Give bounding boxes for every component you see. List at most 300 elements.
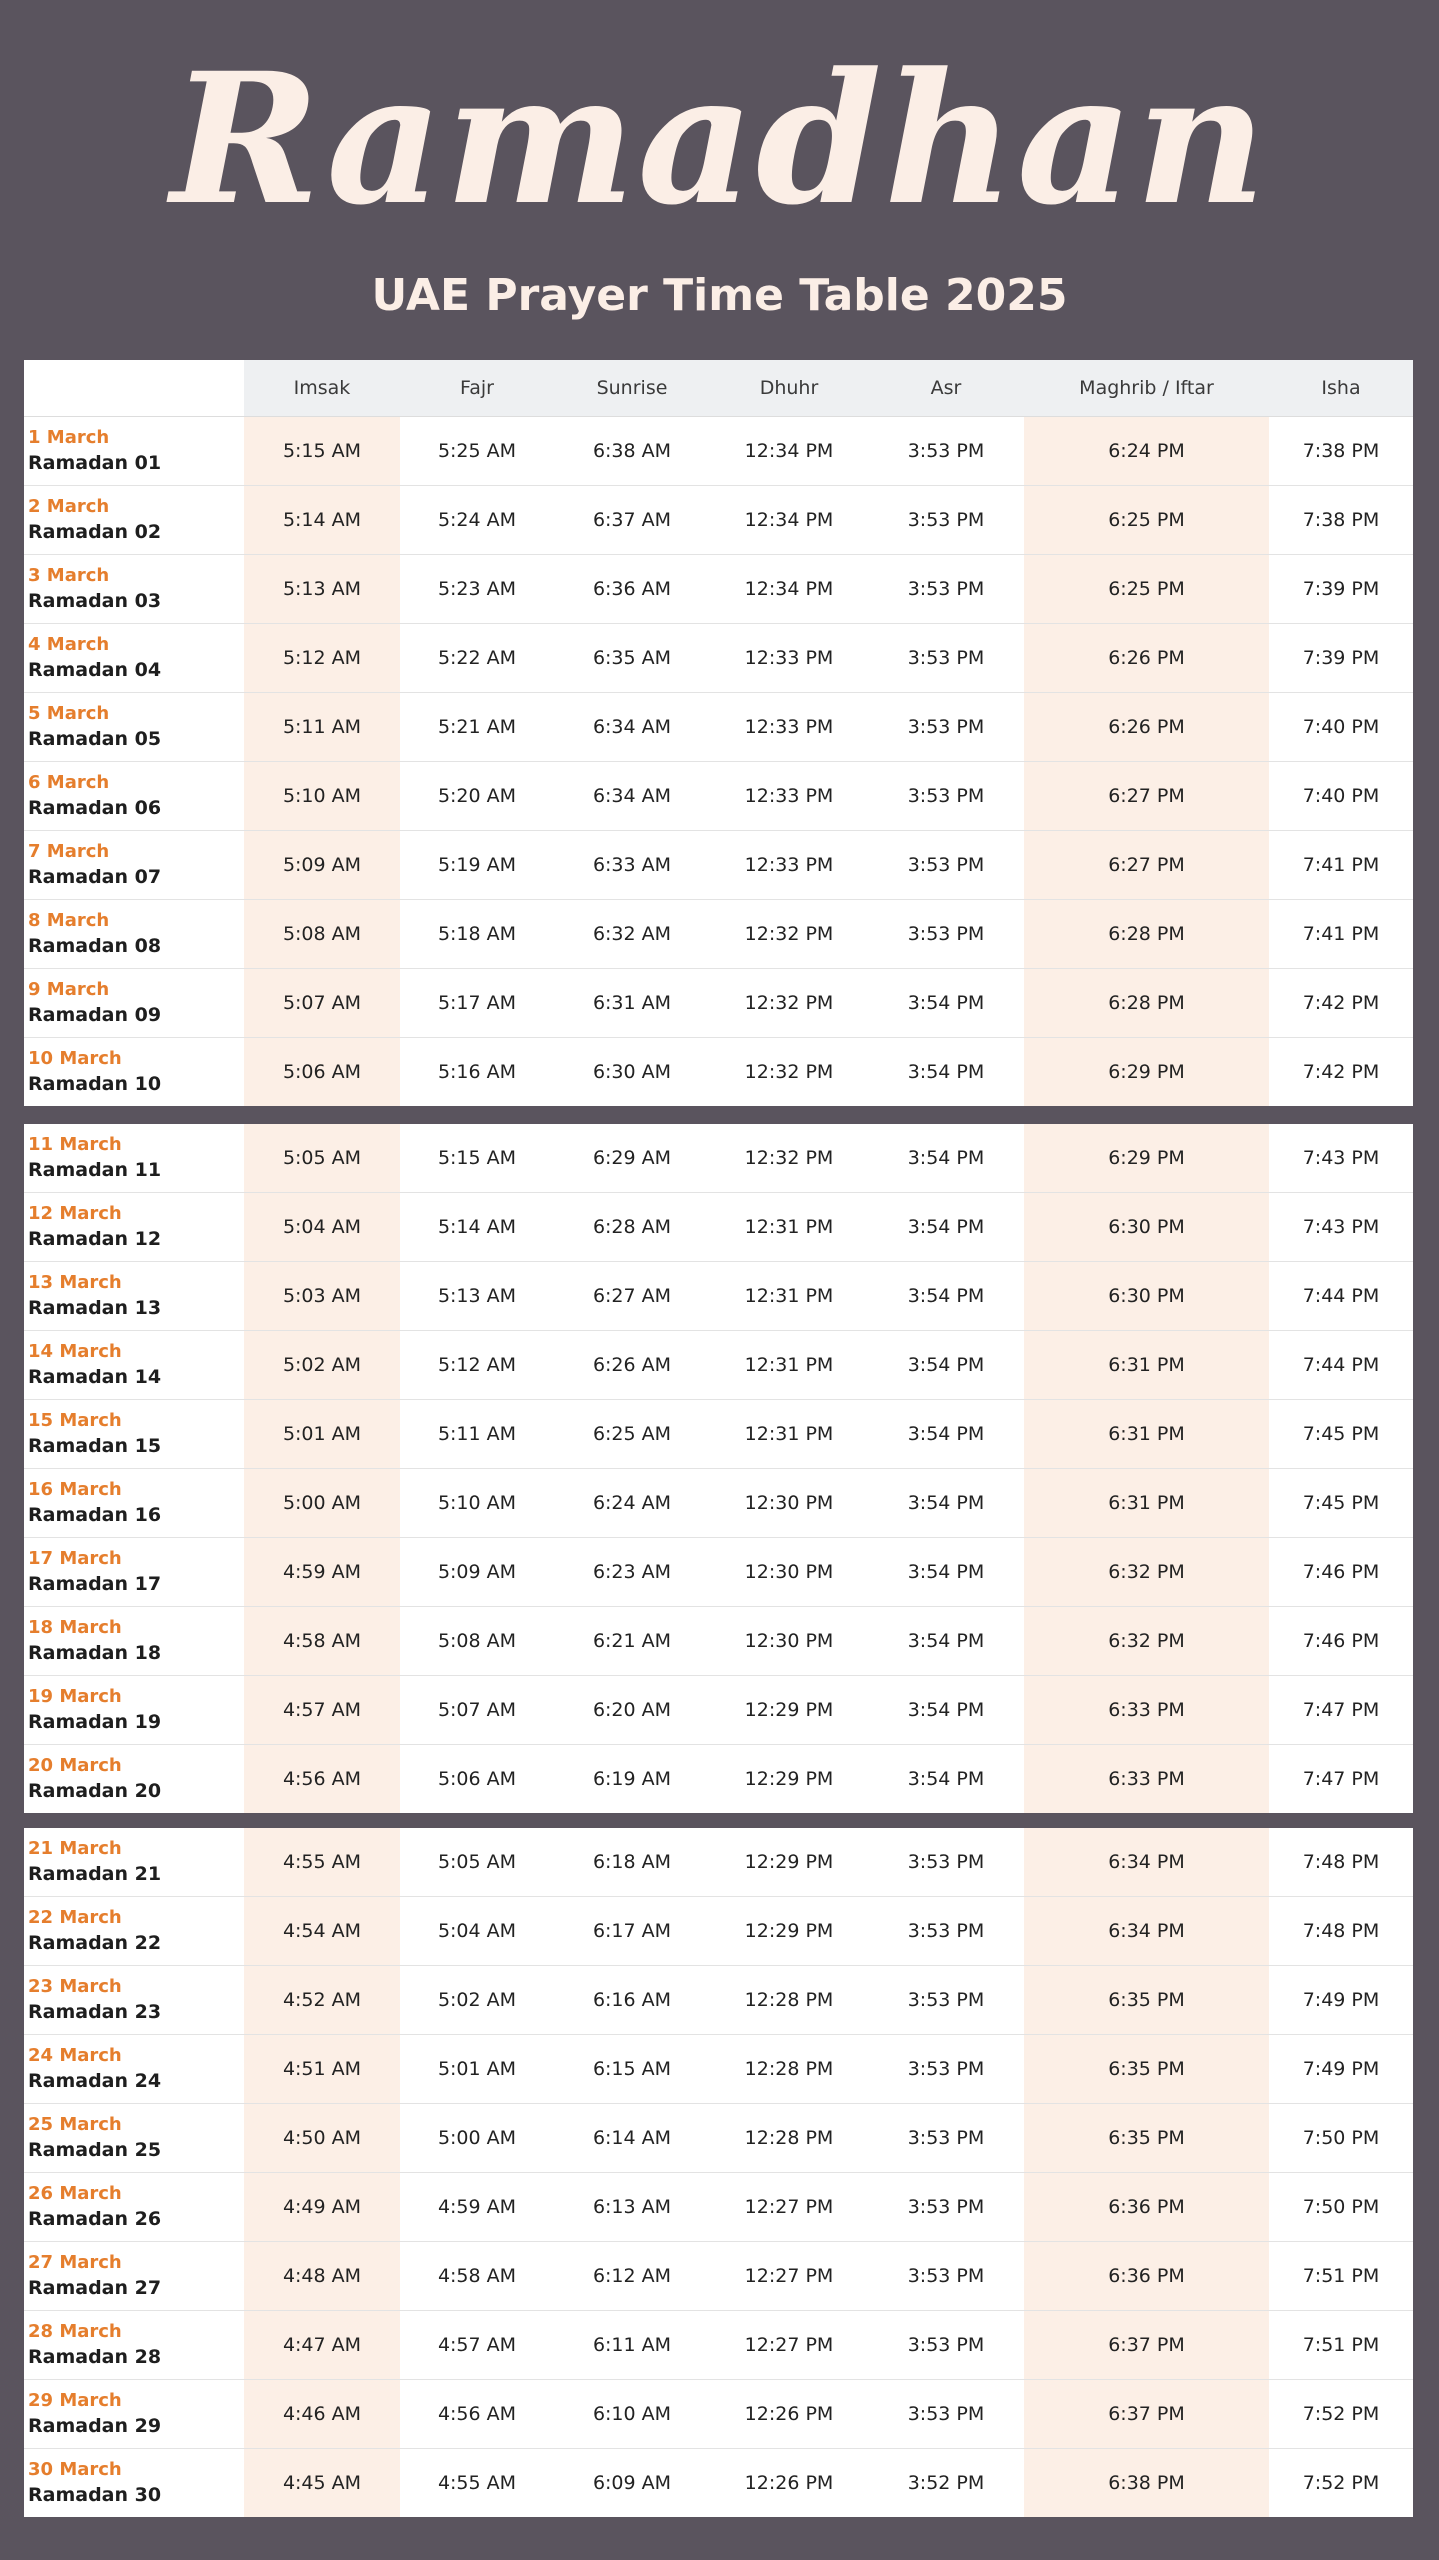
hijri-date: Ramadan 21 [28,1863,162,1885]
dhuhr-time: 12:27 PM [710,2242,868,2311]
column-header: Isha [1269,360,1413,417]
date-cell [24,1745,244,1814]
isha-time: 7:52 PM [1269,2380,1413,2449]
isha-time: 7:48 PM [1269,1828,1413,1897]
fajr-time: 5:24 AM [400,486,554,555]
dhuhr-time: 12:29 PM [710,1897,868,1966]
asr-time: 3:54 PM [868,1538,1024,1607]
asr-time: 3:54 PM [868,1193,1024,1262]
isha-time: 7:51 PM [1269,2242,1413,2311]
sunrise-time: 6:10 AM [554,2380,710,2449]
imsak-time: 4:57 AM [244,1676,400,1745]
asr-time: 3:53 PM [868,486,1024,555]
table-row [24,2380,1413,2449]
maghrib-time: 6:33 PM [1024,1745,1269,1814]
gregorian-date: 4 March [28,634,110,655]
column-header: Asr [868,360,1024,417]
sunrise-time: 6:24 AM [554,1469,710,1538]
date-cell [24,1966,244,2035]
sunrise-time: 6:38 AM [554,417,710,486]
imsak-time: 5:15 AM [244,417,400,486]
imsak-time: 4:45 AM [244,2449,400,2518]
maghrib-time: 6:28 PM [1024,969,1269,1038]
column-header: Sunrise [554,360,710,417]
fajr-time: 5:14 AM [400,1193,554,1262]
gregorian-date: 27 March [28,2252,122,2273]
dhuhr-time: 12:28 PM [710,2035,868,2104]
maghrib-time: 6:36 PM [1024,2242,1269,2311]
hijri-date: Ramadan 08 [28,935,162,957]
asr-time: 3:53 PM [868,693,1024,762]
hijri-date: Ramadan 26 [28,2208,162,2230]
maghrib-time: 6:36 PM [1024,2173,1269,2242]
fajr-time: 5:15 AM [400,1124,554,1193]
isha-time: 7:40 PM [1269,762,1413,831]
imsak-time: 5:01 AM [244,1400,400,1469]
maghrib-time: 6:26 PM [1024,693,1269,762]
fajr-time: 5:20 AM [400,762,554,831]
isha-time: 7:51 PM [1269,2311,1413,2380]
hijri-date: Ramadan 22 [28,1932,162,1954]
maghrib-time: 6:28 PM [1024,900,1269,969]
table-row [24,1124,1413,1193]
fajr-time: 5:19 AM [400,831,554,900]
isha-time: 7:41 PM [1269,900,1413,969]
isha-time: 7:46 PM [1269,1607,1413,1676]
date-cell [24,417,244,486]
gregorian-date: 21 March [28,1838,122,1859]
fajr-time: 4:59 AM [400,2173,554,2242]
fajr-time: 4:56 AM [400,2380,554,2449]
gregorian-date: 22 March [28,1907,122,1928]
prayer-time-table [24,360,1413,1106]
sunrise-time: 6:20 AM [554,1676,710,1745]
table-row [24,1400,1413,1469]
dhuhr-time: 12:32 PM [710,900,868,969]
imsak-time: 4:46 AM [244,2380,400,2449]
date-cell [24,2104,244,2173]
date-cell [24,1676,244,1745]
maghrib-time: 6:37 PM [1024,2311,1269,2380]
fajr-time: 4:57 AM [400,2311,554,2380]
table-row [24,693,1413,762]
date-cell [24,624,244,693]
isha-time: 7:43 PM [1269,1193,1413,1262]
maghrib-time: 6:31 PM [1024,1400,1269,1469]
dhuhr-time: 12:29 PM [710,1828,868,1897]
asr-time: 3:54 PM [868,1676,1024,1745]
table-row [24,2311,1413,2380]
maghrib-time: 6:35 PM [1024,1966,1269,2035]
sunrise-time: 6:13 AM [554,2173,710,2242]
maghrib-time: 6:25 PM [1024,486,1269,555]
asr-time: 3:53 PM [868,2311,1024,2380]
sunrise-time: 6:29 AM [554,1124,710,1193]
fajr-time: 4:58 AM [400,2242,554,2311]
table-row [24,1262,1413,1331]
hijri-date: Ramadan 11 [28,1159,162,1181]
gregorian-date: 26 March [28,2183,122,2204]
hijri-date: Ramadan 13 [28,1297,162,1319]
gregorian-date: 24 March [28,2045,122,2066]
date-cell [24,2311,244,2380]
date-cell [24,1400,244,1469]
date-cell [24,2035,244,2104]
hijri-date: Ramadan 18 [28,1642,162,1664]
sunrise-time: 6:14 AM [554,2104,710,2173]
maghrib-time: 6:29 PM [1024,1038,1269,1107]
table-row [24,831,1413,900]
sunrise-time: 6:23 AM [554,1538,710,1607]
maghrib-time: 6:35 PM [1024,2104,1269,2173]
fajr-time: 5:04 AM [400,1897,554,1966]
hijri-date: Ramadan 23 [28,2001,162,2023]
dhuhr-time: 12:31 PM [710,1400,868,1469]
sunrise-time: 6:28 AM [554,1193,710,1262]
isha-time: 7:39 PM [1269,555,1413,624]
column-header [24,360,244,417]
table-row [24,624,1413,693]
sunrise-time: 6:19 AM [592,1768,672,1790]
sunrise-time: 6:32 AM [554,900,710,969]
date-cell [24,2242,244,2311]
fajr-time: 5:06 AM [437,1768,517,1790]
gregorian-date: 28 March [28,2321,122,2342]
imsak-time: 5:14 AM [244,486,400,555]
hijri-date: Ramadan 01 [28,452,162,474]
sunrise-time: 6:27 AM [554,1262,710,1331]
imsak-time: 5:09 AM [244,831,400,900]
sunrise-time: 6:18 AM [554,1828,710,1897]
gregorian-date: 18 March [28,1617,122,1638]
maghrib-time: 6:26 PM [1024,624,1269,693]
table-header-row [24,360,1413,417]
isha-time: 7:50 PM [1269,2173,1413,2242]
asr-time: 3:54 PM [868,1469,1024,1538]
column-header: Fajr [400,360,554,417]
dhuhr-time: 12:31 PM [710,1262,868,1331]
date-cell [24,1828,244,1897]
date-cell [24,1038,244,1107]
isha-time: 7:43 PM [1269,1124,1413,1193]
gregorian-date: 19 March [28,1686,122,1707]
gregorian-date: 23 March [28,1976,122,1997]
imsak-time: 4:52 AM [244,1966,400,2035]
imsak-time: 4:58 AM [244,1607,400,1676]
gregorian-date: 6 March [28,772,110,793]
dhuhr-time: 12:34 PM [710,555,868,624]
table-row [24,1745,1413,1814]
gregorian-date: 25 March [28,2114,122,2135]
asr-time: 3:53 PM [868,900,1024,969]
hijri-date: Ramadan 03 [28,590,162,612]
sunrise-time: 6:34 AM [554,693,710,762]
hijri-date: Ramadan 05 [28,728,162,750]
maghrib-time: 6:38 PM [1024,2449,1269,2518]
asr-time: 3:53 PM [868,2173,1024,2242]
isha-time: 7:42 PM [1269,969,1413,1038]
asr-time: 3:54 PM [868,1262,1024,1331]
imsak-time: 5:02 AM [244,1331,400,1400]
date-cell [24,693,244,762]
dhuhr-time: 12:32 PM [710,1124,868,1193]
page-title: Ramadhan [170,34,1269,245]
gregorian-date: 11 March [28,1134,122,1155]
gregorian-date: 1 March [28,427,110,448]
imsak-time: 4:47 AM [244,2311,400,2380]
prayer-table-block-1 [24,360,1413,1106]
fajr-time: 5:02 AM [400,1966,554,2035]
isha-time: 7:52 PM [1302,2472,1380,2494]
dhuhr-time: 12:32 PM [710,969,868,1038]
imsak-time: 5:00 AM [244,1469,400,1538]
dhuhr-time: 12:33 PM [710,831,868,900]
sunrise-time: 6:11 AM [554,2311,710,2380]
table-row [24,1331,1413,1400]
date-cell [24,1262,244,1331]
gregorian-date: 8 March [28,910,110,931]
isha-time: 7:38 PM [1269,417,1413,486]
gregorian-date: 5 March [28,703,110,724]
gregorian-date: 29 March [28,2390,122,2411]
imsak-time: 4:49 AM [244,2173,400,2242]
maghrib-time: 6:37 PM [1024,2380,1269,2449]
table-row [24,1897,1413,1966]
fajr-time: 4:55 AM [437,2472,517,2494]
isha-time: 7:42 PM [1302,1061,1380,1083]
imsak-time: 4:55 AM [244,1828,400,1897]
imsak-time: 5:05 AM [244,1124,400,1193]
asr-time: 3:54 PM [907,1061,985,1083]
asr-time: 3:54 PM [868,1607,1024,1676]
date-cell [24,2380,244,2449]
hijri-date: Ramadan 07 [28,866,162,888]
asr-time: 3:53 PM [868,624,1024,693]
date-cell [24,900,244,969]
date-cell [24,1897,244,1966]
prayer-time-table [24,1124,1413,1813]
imsak-time: 5:10 AM [244,762,400,831]
dhuhr-time: 12:27 PM [710,2311,868,2380]
fajr-time: 5:13 AM [400,1262,554,1331]
isha-time: 7:47 PM [1302,1768,1380,1790]
dhuhr-time: 12:33 PM [710,693,868,762]
asr-time: 3:54 PM [868,1124,1024,1193]
fajr-time: 5:25 AM [400,417,554,486]
date-cell [24,1193,244,1262]
date-cell [24,2449,244,2518]
sunrise-time: 6:31 AM [554,969,710,1038]
sunrise-time: 6:33 AM [554,831,710,900]
sunrise-time: 6:26 AM [554,1331,710,1400]
dhuhr-time: 12:32 PM [744,1061,834,1083]
maghrib-time: 6:27 PM [1024,831,1269,900]
fajr-time: 5:07 AM [400,1676,554,1745]
imsak-time: 5:08 AM [244,900,400,969]
asr-time: 3:53 PM [868,762,1024,831]
table-row [24,555,1413,624]
asr-time: 3:53 PM [868,555,1024,624]
fajr-time: 5:18 AM [400,900,554,969]
maghrib-time: 6:34 PM [1024,1897,1269,1966]
gregorian-date: 15 March [28,1410,122,1431]
hijri-date: Ramadan 25 [28,2139,162,2161]
isha-time: 7:39 PM [1269,624,1413,693]
column-header: Imsak [244,360,400,417]
asr-time: 3:53 PM [868,2035,1024,2104]
asr-time: 3:53 PM [868,2104,1024,2173]
table-row [24,969,1413,1038]
fajr-time: 5:09 AM [400,1538,554,1607]
imsak-time: 5:03 AM [244,1262,400,1331]
dhuhr-time: 12:28 PM [710,1966,868,2035]
prayer-table-block-2 [24,1124,1413,1813]
table-row [24,2035,1413,2104]
isha-time: 7:44 PM [1269,1331,1413,1400]
date-cell [24,831,244,900]
maghrib-time: 6:25 PM [1024,555,1269,624]
isha-time: 7:50 PM [1269,2104,1413,2173]
date-cell [24,1469,244,1538]
dhuhr-time: 12:33 PM [710,624,868,693]
sunrise-time: 6:21 AM [554,1607,710,1676]
asr-time: 3:54 PM [907,1768,985,1790]
isha-time: 7:47 PM [1269,1676,1413,1745]
asr-time: 3:54 PM [868,1400,1024,1469]
hijri-date: Ramadan 28 [28,2346,162,2368]
sunrise-time: 6:34 AM [554,762,710,831]
isha-time: 7:38 PM [1269,486,1413,555]
isha-time: 7:49 PM [1269,2035,1413,2104]
maghrib-time: 6:30 PM [1024,1262,1269,1331]
dhuhr-time: 12:27 PM [710,2173,868,2242]
isha-time: 7:41 PM [1269,831,1413,900]
isha-time: 7:49 PM [1269,1966,1413,2035]
imsak-time: 4:51 AM [244,2035,400,2104]
fajr-time: 5:00 AM [400,2104,554,2173]
table-row [24,1038,1413,1107]
isha-time: 7:48 PM [1269,1897,1413,1966]
gregorian-date: 3 March [28,565,110,586]
asr-time: 3:54 PM [868,1331,1024,1400]
hijri-date: Ramadan 16 [28,1504,162,1526]
gregorian-date: 7 March [28,841,110,862]
dhuhr-time: 12:26 PM [710,2380,868,2449]
isha-time: 7:46 PM [1269,1538,1413,1607]
table-row [24,762,1413,831]
sunrise-time: 6:17 AM [554,1897,710,1966]
table-row [24,1469,1413,1538]
isha-time: 7:40 PM [1269,693,1413,762]
fajr-time: 5:05 AM [400,1828,554,1897]
imsak-time: 4:54 AM [244,1897,400,1966]
sunrise-time: 6:30 AM [592,1061,672,1083]
date-cell [24,762,244,831]
imsak-time: 4:50 AM [244,2104,400,2173]
gregorian-date: 13 March [28,1272,122,1293]
prayer-time-table [24,1828,1413,2517]
asr-time: 3:52 PM [907,2472,985,2494]
dhuhr-time: 12:28 PM [710,2104,868,2173]
fajr-time: 5:08 AM [400,1607,554,1676]
dhuhr-time: 12:31 PM [710,1331,868,1400]
sunrise-time: 6:36 AM [554,555,710,624]
fajr-time: 5:01 AM [400,2035,554,2104]
maghrib-time: 6:31 PM [1024,1331,1269,1400]
gregorian-date: 20 March [28,1755,122,1776]
table-row [24,2173,1413,2242]
gregorian-date: 17 March [28,1548,122,1569]
hijri-date: Ramadan 20 [28,1780,162,1802]
table-row [24,1828,1413,1897]
table-row [24,1676,1413,1745]
hijri-date: Ramadan 24 [28,2070,162,2092]
maghrib-time: 6:31 PM [1024,1469,1269,1538]
table-row [24,1607,1413,1676]
asr-time: 3:53 PM [868,2242,1024,2311]
imsak-time: 4:59 AM [244,1538,400,1607]
column-header: Maghrib / Iftar [1024,360,1269,417]
isha-time: 7:45 PM [1269,1400,1413,1469]
maghrib-time: 6:32 PM [1024,1607,1269,1676]
hijri-date: Ramadan 04 [28,659,162,681]
asr-time: 3:54 PM [868,969,1024,1038]
date-cell [24,969,244,1038]
dhuhr-time: 12:30 PM [710,1538,868,1607]
maghrib-time: 6:24 PM [1024,417,1269,486]
asr-time: 3:53 PM [868,831,1024,900]
maghrib-time: 6:33 PM [1024,1676,1269,1745]
asr-time: 3:53 PM [868,1897,1024,1966]
hijri-date: Ramadan 17 [28,1573,162,1595]
dhuhr-time: 12:30 PM [710,1607,868,1676]
fajr-time: 5:21 AM [400,693,554,762]
dhuhr-time: 12:34 PM [710,417,868,486]
sunrise-time: 6:12 AM [554,2242,710,2311]
gregorian-date: 9 March [28,979,110,1000]
hijri-date: Ramadan 06 [28,797,162,819]
hijri-date: Ramadan 12 [28,1228,162,1250]
imsak-time: 5:11 AM [244,693,400,762]
page-subtitle: UAE Prayer Time Table 2025 [371,270,1068,321]
sunrise-time: 6:35 AM [554,624,710,693]
dhuhr-time: 12:26 PM [744,2472,834,2494]
table-row [24,1966,1413,2035]
dhuhr-time: 12:33 PM [710,762,868,831]
asr-time: 3:53 PM [868,417,1024,486]
hijri-date: Ramadan 02 [28,521,162,543]
gregorian-date: 16 March [28,1479,122,1500]
sunrise-time: 6:25 AM [554,1400,710,1469]
date-cell [24,1538,244,1607]
isha-time: 7:44 PM [1269,1262,1413,1331]
column-header: Dhuhr [710,360,868,417]
dhuhr-time: 12:29 PM [744,1768,834,1790]
hijri-date: Ramadan 19 [28,1711,162,1733]
hijri-date: Ramadan 14 [28,1366,162,1388]
fajr-time: 5:11 AM [400,1400,554,1469]
date-cell [24,1124,244,1193]
maghrib-time: 6:35 PM [1024,2035,1269,2104]
table-row [24,2449,1413,2518]
dhuhr-time: 12:30 PM [710,1469,868,1538]
hijri-date: Ramadan 09 [28,1004,162,1026]
sunrise-time: 6:37 AM [554,486,710,555]
fajr-time: 5:17 AM [400,969,554,1038]
dhuhr-time: 12:29 PM [710,1676,868,1745]
imsak-time: 5:06 AM [244,1038,400,1107]
maghrib-time: 6:30 PM [1024,1193,1269,1262]
